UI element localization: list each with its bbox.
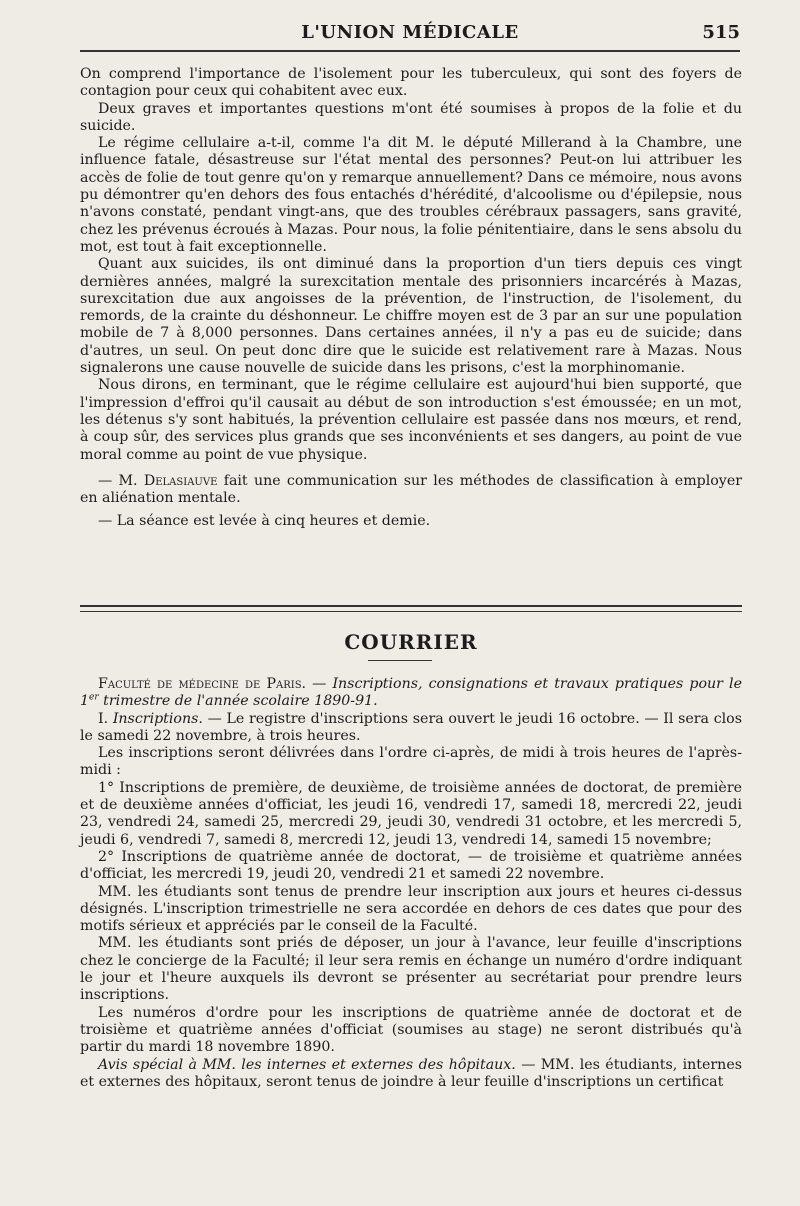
faculty-heading-italic: Inscriptions, consignations et travaux pratiques pour le: [332, 676, 742, 692]
paragraph-isolement: On comprend l'importance de l'isolement pour les tuberculeux, qui sont des foyers de contagion pour ceux qui cohabitent avec eux.: [80, 66, 742, 100]
delasiauve-prefix: — M.: [98, 472, 138, 489]
paragraph-closing: — La séance est levée à cinq heures et demie.: [98, 513, 431, 530]
journal-title: L'UNION MÉDICALE: [301, 22, 519, 43]
item-label: Inscriptions.: [112, 710, 203, 727]
courrier-body: [80, 676, 742, 1091]
paragraph-regime-cellulaire: Le régime cellulaire a-t-il, comme l'a dit M. le député Millerand à la Chambre, une influence fatale, désastreuse sur l'état mental des personnes? Peut-on lui attribuer les accès de folie de tout genre qu'on y remarque annuellement? Dans ce mémoire, nous avons pu démontrer qu'en dehors des fous entachés d'hérédité, d'alcoolisme ou d'épilepsie, nous n'avons constaté, pendant vingt-ans, que des troubles cérébraux passagers, sans gravité, chez les prévenus écroués à Mazas. Pour nous, la folie pénitentiaire, dans le sens absolu du mot, est tout à fait exceptionnelle.: [80, 135, 742, 255]
running-header: [80, 22, 740, 48]
paragraph-delasiauve: [80, 473, 742, 508]
delasiauve-text: fait une communication sur les méthodes de classification à employer en aliénation mentale.: [80, 472, 742, 507]
delasiauve-name: Delasiauve: [143, 472, 218, 489]
paragraph-premiere-annee: 1° Inscriptions de première, de deuxième, de troisième années de doctorat, de première et de deuxième années d'officiat, les jeudi 16, vendredi 17, samedi 18, mercredi 22, jeudi 23, vendredi 24, samedi 25, mercredi 29, jeudi 30, vendredi 31 octobre, et les mercredi 5, jeudi 6, vendredi 7, samedi 8, mercredi 12, jeudi 13, vendredi 14, samedi 15 novembre;: [80, 779, 742, 848]
avis-heading: Avis spécial à MM. les internes et externes des hôpitaux.: [98, 1056, 516, 1073]
trimestre-superscript: er: [89, 692, 99, 703]
section-title-courrier: COURRIER: [344, 630, 478, 654]
faculty-dash: —: [306, 676, 333, 692]
header-rule: [80, 50, 740, 52]
faculty-heading: [80, 676, 742, 711]
paragraph-conclusion: Nous dirons, en terminant, que le régime cellulaire est aujourd'hui bien supporté, que l'impression d'effroi qu'il causait au début de son introduction s'est émoussée; en un mot, les détenus s'y sont habitués, la prévention cellulaire est passée dans nos mœurs, et rend, à coup sûr, des services plus grands que ses inconvénients et ses dangers, au point de vue moral comme au point de vue physique.: [80, 377, 742, 463]
section-divider: [80, 605, 742, 612]
item-text: — Le registre d'inscriptions sera ouvert le jeudi 16 octobre. — Il sera clos le samedi 22 novembre, à trois heures.: [80, 710, 742, 744]
faculty-name: Faculté de médecine de Paris.: [98, 676, 307, 692]
paragraph-tenus: MM. les étudiants sont tenus de prendre leur inscription aux jours et heures ci-dessus désignés. L'inscription trimestrielle ne sera accordée en dehors de ces dates que pour des motifs sérieux et appréciés par le conseil de la Faculté.: [80, 883, 742, 935]
paragraph-ordre: Les inscriptions seront délivrées dans l'ordre ci-après, de midi à trois heures de l'après-midi :: [80, 745, 742, 779]
trimestre-number: 1: [80, 693, 90, 710]
paragraph-suicides: Quant aux suicides, ils ont diminué dans la proportion d'un tiers depuis ces vingt dernières années, malgré la surexcitation mentale des prisonniers incarcérés à Mazas, surexcitation due aux angoisses de la prévention, de l'instruction, de l'isolement, du remords, de la crainte du déshonneur. Le chiffre moyen est de 3 par an sur une population mobile de 7 à 8,000 personnes. Dans certaines années, il n'y a pas eu de suicide; dans d'autres, un seul. On peut donc dire que le suicide est relativement rare à Mazas. Nous signalerons une cause nouvelle de suicide dans les prisons, c'est la morphinomanie.: [80, 256, 742, 377]
item-number: I.: [98, 710, 109, 727]
article-body: [80, 66, 742, 531]
paragraph-questions: Deux graves et importantes questions m'ont été soumises à propos de la folie et du suicide.: [80, 100, 742, 134]
section-title-underline: [368, 660, 432, 661]
item-inscriptions: [80, 711, 742, 746]
avis-text: — MM. les étudiants, internes et externes des hôpitaux, seront tenus de joindre à leur feuille d'inscriptions un certificat: [80, 1056, 743, 1090]
paragraph-numeros: Les numéros d'ordre pour les inscriptions de quatrième année de doctorat et de troisième et quatrième années d'officiat (soumises au stage) ne seront distribués qu'à partir du mardi 18 novembre 1890.: [80, 1004, 742, 1056]
trimestre-line: [80, 693, 378, 709]
paragraph-quatrieme-annee: 2° Inscriptions de quatrième année de doctorat, — de troisième et quatrième années d'officiat, les mercredi 19, jeudi 20, vendredi 21 et samedi 22 novembre.: [80, 848, 742, 883]
paragraph-avis-special: [80, 1057, 742, 1092]
trimestre-text: trimestre de l'année scolaire 1890-91.: [98, 693, 378, 710]
page-number: 515: [702, 22, 740, 43]
paragraph-feuille: MM. les étudiants sont priés de déposer, un jour à l'avance, leur feuille d'inscriptions chez le concierge de la Faculté; il leur sera remis en échange un numéro d'ordre indiquant le jour et l'heure auxquels ils devront se présenter au secrétariat pour prendre leurs inscriptions.: [80, 935, 742, 1004]
